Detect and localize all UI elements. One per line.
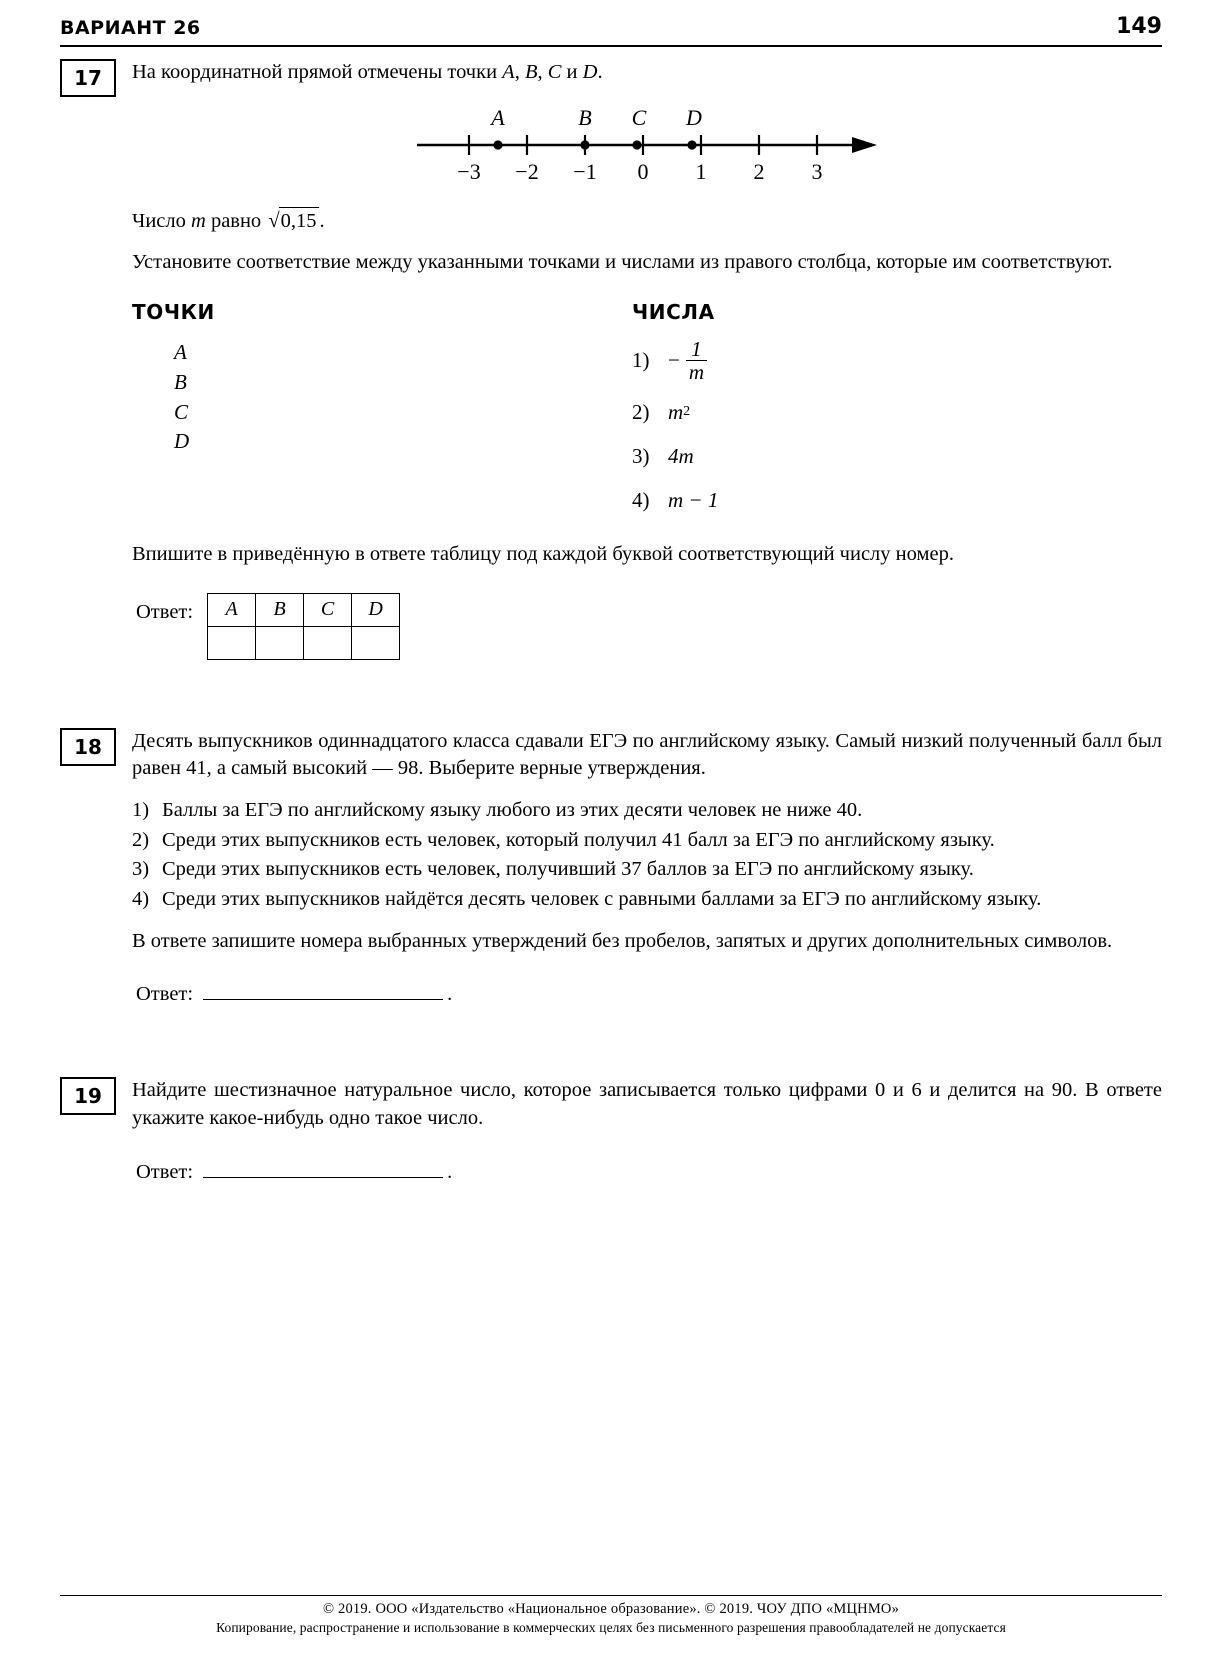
statement-2 xyxy=(132,827,1162,855)
points-heading: ТОЧКИ xyxy=(132,300,215,325)
statement-3 xyxy=(132,856,1162,884)
task-17-body xyxy=(132,59,1162,660)
header-divider xyxy=(60,45,1162,47)
number-option-4-text: m − 1 xyxy=(668,487,719,512)
task-17-answer-row xyxy=(136,593,1162,660)
numbers-list xyxy=(632,338,1162,515)
task-19-answer-line xyxy=(136,1159,1162,1187)
matching-columns xyxy=(132,299,1162,529)
task-19 xyxy=(60,1077,1162,1186)
statement-3-marker: 3) xyxy=(132,858,150,881)
task-17-m-definition xyxy=(132,207,1162,236)
svg-text:0: 0 xyxy=(637,158,649,184)
statement-1-marker: 1) xyxy=(132,799,150,822)
m-prefix: Число xyxy=(132,209,186,232)
answer-dot: . xyxy=(447,1160,453,1183)
answer-table-input-row[interactable] xyxy=(208,626,400,659)
usage-notice: Копирование, распространение и использование в коммерческих целях без письменного разрешения правообладателей не допускается xyxy=(216,1620,1006,1635)
svg-text:−3: −3 xyxy=(457,158,481,184)
task-18-intro: Десять выпускников одиннадцатого класса сдавали ЕГЭ по английскому языку. Самый низкий полученный балл был равен 41, а самый высокий — 98. Выберите верные утверждения. xyxy=(132,729,1162,780)
answer-cell-c[interactable] xyxy=(304,626,352,659)
svg-text:3: 3 xyxy=(811,158,823,184)
svg-text:1: 1 xyxy=(695,158,707,184)
number-option-1-sign: − xyxy=(668,348,680,373)
page-header xyxy=(60,0,1162,39)
number-line-svg xyxy=(407,105,887,195)
answer-cell-a[interactable] xyxy=(208,626,256,659)
variant-label: ВАРИАНТ 26 xyxy=(60,17,201,39)
points-list xyxy=(174,338,632,457)
point-item-d: D xyxy=(174,429,190,454)
statement-4 xyxy=(132,886,1162,914)
task-19-body xyxy=(132,1077,1162,1186)
svg-text:A: A xyxy=(491,104,505,130)
answer-header-d: D xyxy=(352,593,400,626)
number-option-4-label: 4) xyxy=(632,487,650,512)
point-item-a: A xyxy=(174,340,187,365)
task-number-badge: 18 xyxy=(60,728,116,766)
task-18-closing: В ответе запишите номера выбранных утверждений без пробелов, запятых и других дополнительных символов. xyxy=(132,929,1113,952)
points-column xyxy=(132,299,632,529)
task-number-badge: 17 xyxy=(60,59,116,97)
point-item-c: C xyxy=(174,399,189,424)
task-17-instruction: Установите соответствие между указанными точками и числами из правого столбца, которые им соответствуют. xyxy=(132,251,1113,274)
svg-text:B: B xyxy=(578,104,592,130)
answer-dot: . xyxy=(447,983,453,1006)
statement-4-text: Среди этих выпускников найдётся десять человек с равными баллами за ЕГЭ по английскому языку. xyxy=(162,888,1042,911)
svg-text:2: 2 xyxy=(753,158,765,184)
number-option-2-label: 2) xyxy=(632,399,650,424)
task-18-statements xyxy=(132,797,1162,914)
point-item-b: B xyxy=(174,369,187,394)
statement-1-text: Баллы за ЕГЭ по английскому языку любого из этих десяти человек не ниже 40. xyxy=(162,799,863,822)
answer-header-c: C xyxy=(304,593,352,626)
number-option-4 xyxy=(632,485,1162,515)
task-number-badge: 19 xyxy=(60,1077,116,1115)
m-suffix: . xyxy=(319,209,325,232)
number-option-3-text: 4m xyxy=(668,443,694,468)
sqrt-radicand: 0,15 xyxy=(279,207,320,236)
svg-text:D: D xyxy=(686,104,702,130)
statement-3-text: Среди этих выпускников есть человек, получивший 37 баллов за ЕГЭ по английскому языку. xyxy=(162,858,974,881)
number-option-1-fraction xyxy=(686,338,707,383)
answer-header-a: A xyxy=(208,593,256,626)
task-19-intro: Найдите шестизначное натуральное число, которое записывается только цифрами 0 и 6 и делится на 90. В ответе укажите какое-нибудь одно такое число. xyxy=(132,1079,1162,1129)
task-17 xyxy=(60,59,1162,660)
answer-input[interactable] xyxy=(203,1159,443,1178)
answer-table-header-row xyxy=(208,593,400,626)
number-option-2-base: m xyxy=(668,399,684,424)
fraction-denominator: m xyxy=(688,360,705,385)
numbers-heading: ЧИСЛА xyxy=(632,300,715,325)
answer-cell-d[interactable] xyxy=(352,626,400,659)
copyright-line: © 2019. ООО «Издательство «Национальное образование». © 2019. ЧОУ ДПО «МЦНМО» xyxy=(322,1601,900,1617)
number-option-2-exponent: 2 xyxy=(683,403,691,419)
page-footer xyxy=(60,1595,1162,1636)
statement-2-text: Среди этих выпускников есть человек, который получил 41 балл за ЕГЭ по английскому языку. xyxy=(162,828,995,851)
statement-4-marker: 4) xyxy=(132,888,150,911)
answer-input[interactable] xyxy=(203,981,443,1000)
numbers-column xyxy=(632,299,1162,529)
answer-label: Ответ: xyxy=(136,600,194,623)
number-option-1 xyxy=(632,338,1162,383)
svg-text:−1: −1 xyxy=(573,158,597,184)
m-symbol: m xyxy=(191,209,206,232)
answer-header-b: B xyxy=(256,593,304,626)
number-line-figure xyxy=(132,105,1162,195)
spacer-1 xyxy=(60,660,1162,716)
task-17-table-instruction: Впишите в приведённую в ответе таблицу под каждой буквой соответствующий числу номер. xyxy=(132,543,954,566)
answer-table[interactable] xyxy=(207,593,400,660)
statement-1 xyxy=(132,797,1162,825)
number-option-3-label: 3) xyxy=(632,443,650,468)
m-mid: равно xyxy=(210,209,262,232)
task-17-intro: На координатной прямой отмечены точки A, B, C и D. xyxy=(132,61,603,83)
answer-cell-b[interactable] xyxy=(256,626,304,659)
fraction-numerator: 1 xyxy=(686,338,707,361)
answer-label: Ответ: xyxy=(136,983,194,1006)
footer-divider xyxy=(60,1595,1162,1596)
svg-text:C: C xyxy=(631,104,647,130)
sqrt-expression: √0,15 xyxy=(266,207,319,236)
statement-2-marker: 2) xyxy=(132,828,150,851)
number-option-3 xyxy=(632,441,1162,471)
task-18 xyxy=(60,728,1162,1009)
spacer-2 xyxy=(60,1009,1162,1065)
task-18-body xyxy=(132,728,1162,1009)
page-number: 149 xyxy=(1116,14,1162,39)
task-18-answer-line xyxy=(136,981,1162,1009)
number-option-1-label: 1) xyxy=(632,348,650,373)
answer-label: Ответ: xyxy=(136,1160,194,1183)
svg-text:−2: −2 xyxy=(515,158,539,184)
number-option-2 xyxy=(632,397,1162,427)
